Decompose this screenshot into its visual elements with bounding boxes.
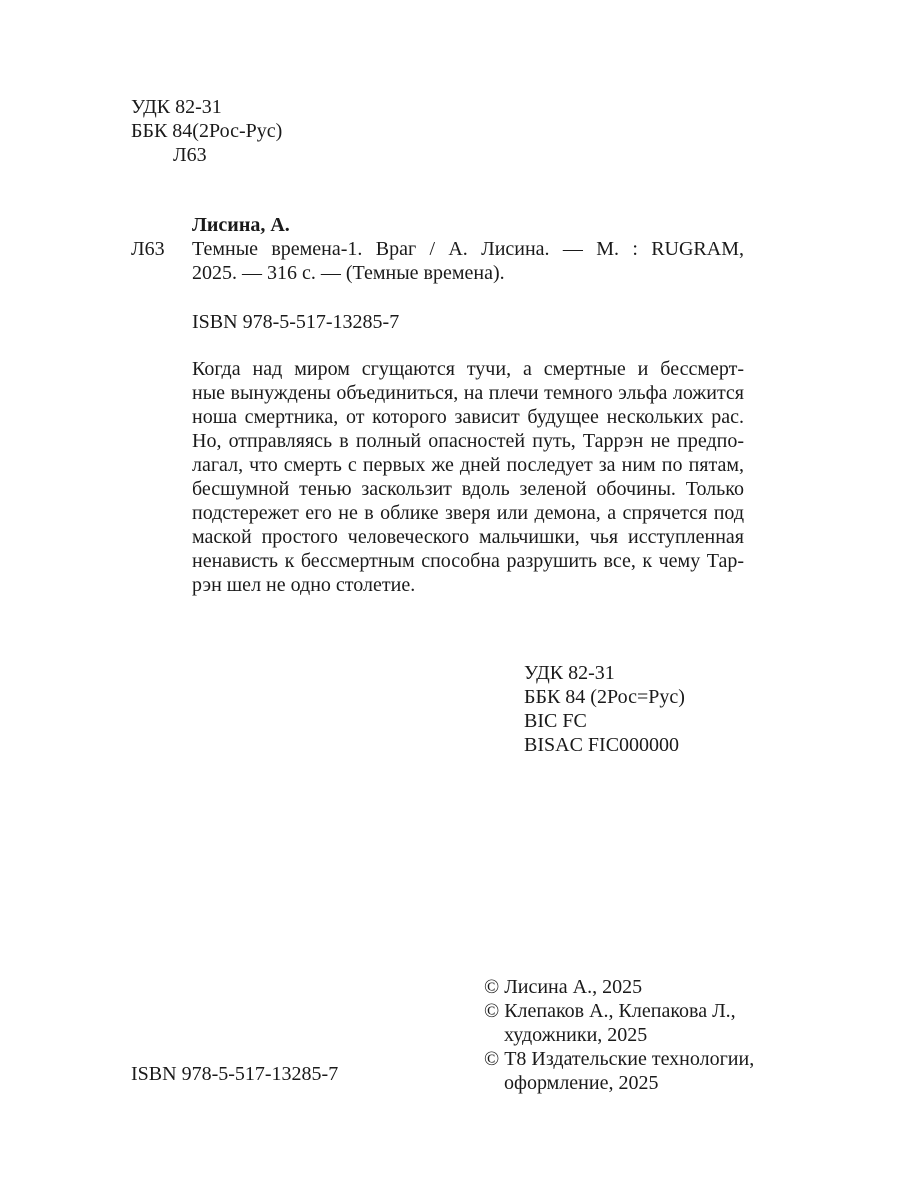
bic-code: BIC FC [524, 710, 587, 732]
author-sign-code-left: Л63 [131, 238, 165, 260]
bib-line: Темные времена-1. Враг / А. Лисина. — М. : RUGRAM, [192, 238, 744, 260]
bbk-code: ББК 84(2Рос-Рус) [131, 120, 283, 142]
annotation-line: ноша смертника, от которого зависит будущее нескольких рас. [192, 406, 744, 428]
copyright-line: художники, 2025 [484, 1024, 648, 1046]
bib-line: 2025. — 316 с. — (Темные времена). [192, 262, 505, 284]
bisac-code: BISAC FIC000000 [524, 734, 680, 756]
isbn-bottom: ISBN 978-5-517-13285-7 [131, 1063, 339, 1085]
author-heading: Лисина, А. [192, 214, 290, 236]
annotation [192, 357, 744, 597]
annotation-line: Но, отправляясь в полный опасностей путь, Таррэн не предпо- [192, 430, 744, 452]
annotation-line: бесшумной тенью заскользит вдоль зеленой обочины. Только [192, 478, 744, 500]
annotation-line: маской простого человеческого мальчишки, чья исступленная [192, 526, 744, 548]
right-classification [524, 661, 685, 757]
annotation-line: ненависть к бессмертным способна разрушить все, к чему Тар- [192, 550, 744, 572]
udk-code: УДК 82-31 [524, 662, 615, 684]
copyright-line: © Лисина А., 2025 [484, 976, 643, 998]
annotation-line: рэн шел не одно столетие. [192, 574, 416, 596]
copyright-notices [484, 975, 754, 1095]
annotation-line: подстережет его не в облике зверя или демона, а спрячется под [192, 502, 744, 524]
udk-code: УДК 82-31 [131, 96, 222, 118]
copyright-line: © Клепаков А., Клепакова Л., [484, 1000, 736, 1022]
copyright-line: © Т8 Издательские технологии, [484, 1048, 755, 1070]
top-classification [131, 95, 282, 167]
isbn-top: ISBN 978-5-517-13285-7 [192, 311, 400, 333]
bbk-code: ББК 84 (2Рос=Рус) [524, 686, 685, 708]
annotation-line: ные вынуждены объединиться, на плечи темного эльфа ложится [192, 382, 744, 404]
author-sign-code: Л63 [173, 144, 207, 166]
annotation-line: Когда над миром сгущаются тучи, а смертные и бессмерт- [192, 358, 744, 380]
bibliographic-description [192, 237, 744, 285]
copyright-line: оформление, 2025 [484, 1072, 659, 1094]
annotation-line: лагал, что смерть с первых же дней последует за ним по пятам, [192, 454, 744, 476]
